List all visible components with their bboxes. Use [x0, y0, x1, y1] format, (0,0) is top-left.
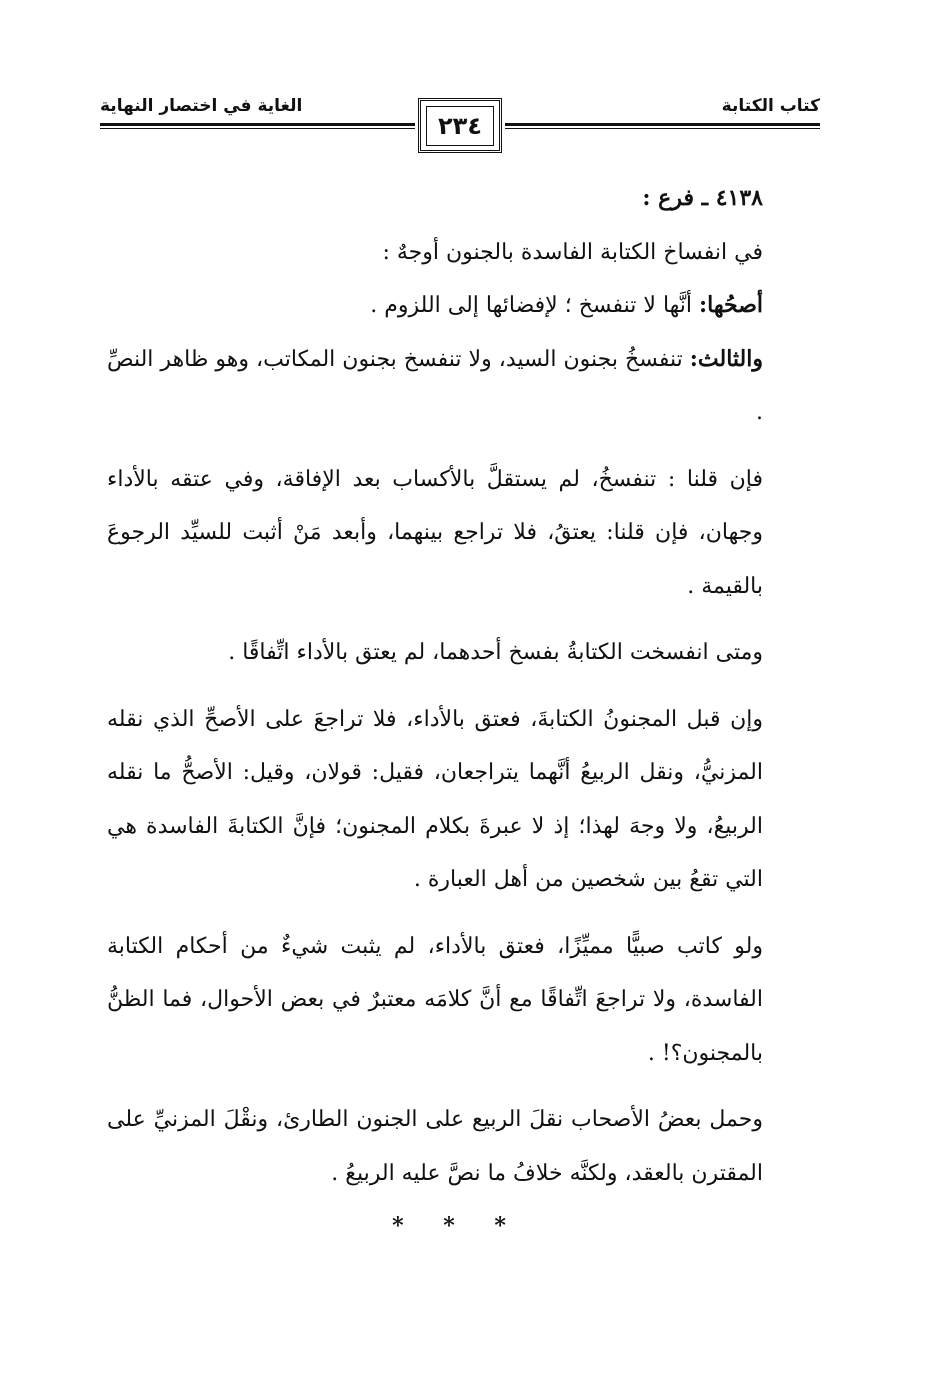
opinion-third-text: تنفسخُ بجنون السيد، ولا تنفسخ بجنون المكاتب، وهو ظاهر النصِّ .	[107, 346, 763, 425]
page-body	[107, 172, 807, 1254]
header-rule-right	[505, 123, 820, 126]
opinion-first-label: أصحُها:	[699, 292, 763, 318]
intro-line: في انفساخ الكتابة الفاسدة بالجنون أوجهٌ :	[382, 239, 763, 265]
opinion-first	[107, 279, 807, 333]
opinion-third-label: والثالث:	[689, 345, 763, 372]
running-header	[100, 88, 820, 168]
section-separator: * * *	[392, 1213, 522, 1239]
opinion-first-text: أنَّها لا تنفسخ ؛ لإفضائها إلى اللزوم .	[370, 293, 700, 318]
work-title: الغاية في اختصار النهاية	[100, 96, 303, 116]
heading-text: ٤١٣٨ ـ فرع :	[642, 185, 763, 211]
header-rule-left-thin	[100, 128, 415, 129]
opinion-third	[107, 333, 807, 440]
header-rule-left	[100, 123, 415, 126]
header-rule-right-thin	[505, 128, 820, 129]
book-title: كتاب الكتابة	[721, 96, 820, 116]
paragraph-5: وحمل بعضُ الأصحاب نقلَ الربيع على الجنون الطارئ، ونقْلَ المزنيِّ على المقترن بالعقد، ولكنَّه خلافُ ما نصَّ عليه الربيعُ .	[107, 1107, 763, 1186]
paragraph-1: فإن قلنا : تنفسخُ، لم يستقلَّ بالأكساب بعد الإفاقة، وفي عتقه بالأداء وجهان، فإن قلنا: يعتقُ، فلا تراجع بينهما، وأبعد مَنْ أثبت للسيِّد الرجوعَ بالقيمة .	[107, 466, 763, 599]
paragraph-3: وإن قبل المجنونُ الكتابةَ، فعتق بالأداء، فلا تراجعَ على الأصحِّ الذي نقله المزنيُّ، ونقل الربيعُ أنَّهما يتراجعان، فقيل: قولان، وقيل: الأصحُّ ما نقله الربيعُ، ولا وجهَ لهذا؛ إذ لا عبرةَ بكلام المجنون؛ فإنَّ الكتابةَ الفاسدة هي التي تقعُ بين شخصين من أهل العبارة .	[107, 706, 763, 892]
section-heading	[107, 172, 807, 226]
page-number: ٢٣٤	[426, 106, 494, 146]
page-number-box	[418, 98, 502, 153]
paragraph-2: ومتى انفسخت الكتابةُ بفسخ أحدهما، لم يعتق بالأداء اتِّفاقًا .	[228, 640, 763, 665]
paragraph-4: ولو كاتب صبيًّا مميِّزًا، فعتق بالأداء، لم يثبت شيءٌ من أحكام الكتابة الفاسدة، ولا تراجعَ اتِّفاقًا مع أنَّ كلامَه معتبرٌ في بعض الأحوال، فما الظنُّ بالمجنون؟! .	[107, 933, 763, 1066]
